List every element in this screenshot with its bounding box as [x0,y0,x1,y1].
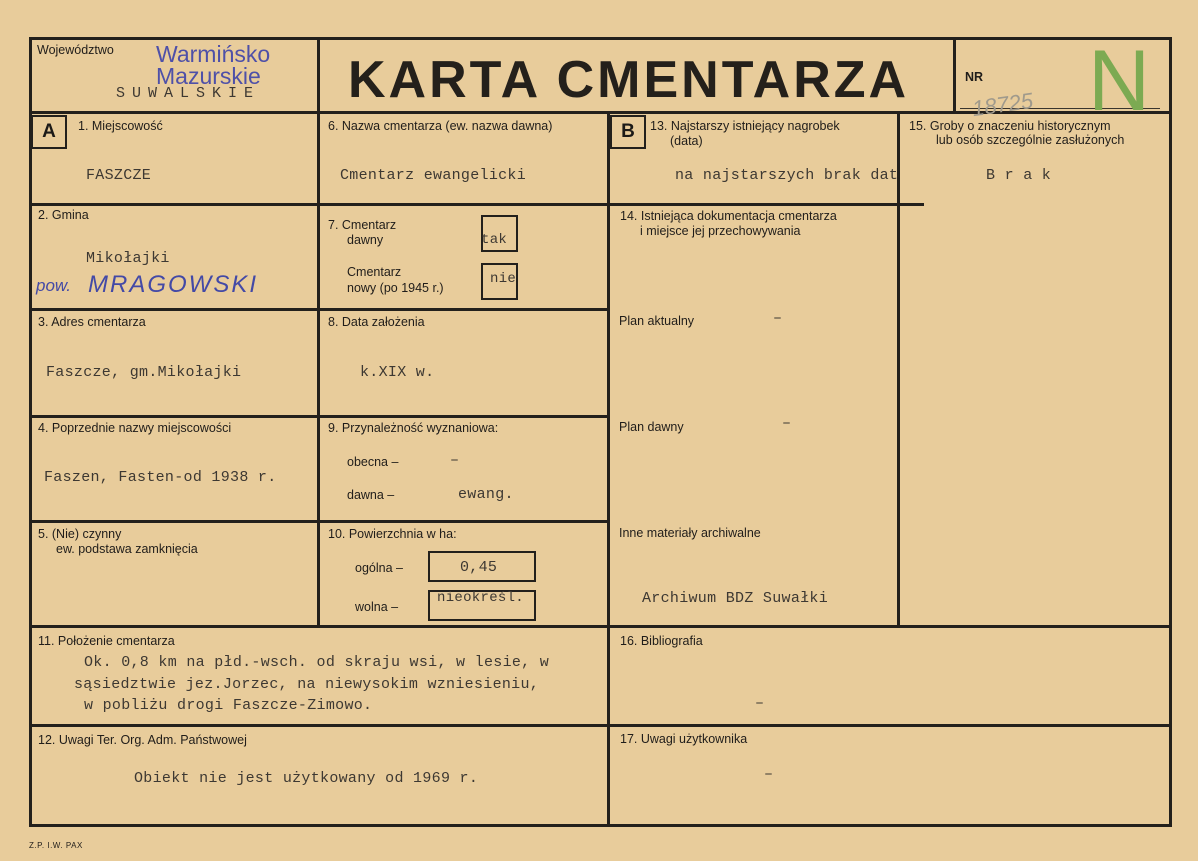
field-11-line3: w pobliżu drogi Faszcze-Zimowo. [84,697,373,714]
row-divider-3 [29,415,610,418]
section-a-marker: A [31,115,67,149]
printer-mark: Z.P. I.W. PAX [29,841,83,850]
field-2-value: Mikołajki [86,250,170,267]
row-divider-4 [29,520,610,523]
field-15-value: B r a k [986,167,1052,184]
field-6-label: 6. Nazwa cmentarza (ew. nazwa dawna) [328,119,553,133]
field-12-value: Obiekt nie jest użytkowany od 1969 r. [134,770,479,787]
plan-aktualny-label: Plan aktualny [619,314,695,328]
field-3-label: 3. Adres cmentarza [38,315,146,329]
col-divider-1 [317,111,320,627]
field-5-label-line1: 5. (Nie) czynny [38,527,122,541]
field-14-label-line2: i miejsce jej przechowywania [640,224,801,238]
plan-aktualny-value: – [773,310,783,327]
field-10-label: 10. Powierzchnia w ha: [328,527,457,541]
field-13-value: na najstarszych brak dat [675,167,899,184]
field-13-label-line1: 13. Najstarszy istniejący nagrobek [650,119,840,133]
field-15-label-line2: lub osób szczególnie zasłużonych [936,133,1125,147]
field-10-ogolna-value: 0,45 [460,559,498,576]
field-4-label: 4. Poprzednie nazwy miejscowości [38,421,232,435]
header-divider-v2 [953,37,956,113]
field-15-label-line1: 15. Groby o znaczeniu historycznym [909,119,1111,133]
field-1-value: FASZCZE [86,167,152,184]
row-divider-1 [29,203,924,206]
field-11-line1: Ok. 0,8 km na płd.-wsch. od skraju wsi, w lesie, w [84,654,550,671]
field-12-label: 12. Uwagi Ter. Org. Adm. Państwowej [38,733,247,747]
field-7-value-dawny: tak [481,232,508,248]
field-14-label-line1: 14. Istniejąca dokumentacja cmentarza [620,209,837,223]
field-2-pow-label: pow. [36,276,71,295]
category-mark: N [1088,33,1151,129]
row-divider-2 [29,308,610,311]
field-9-obecna-label: obecna – [347,455,399,469]
row-divider-5 [29,625,1172,628]
plan-dawny-label: Plan dawny [619,420,684,434]
field-17-label: 17. Uwagi użytkownika [620,732,748,746]
inne-materialy-label: Inne materiały archiwalne [619,526,761,540]
col-divider-2 [607,111,610,827]
field-7-label-b2: nowy (po 1945 r.) [347,281,444,295]
field-16-label: 16. Bibliografia [620,634,703,648]
field-6-value: Cmentarz ewangelicki [340,167,527,184]
nr-value: 18725 [970,87,1035,122]
field-9-dawna-label: dawna – [347,488,395,502]
header-divider-v1 [317,37,320,113]
frame-top [29,37,1172,40]
plan-dawny-value: – [782,415,792,432]
field-8-value: k.XIX w. [360,364,435,381]
field-1-label: 1. Miejscowość [78,119,163,133]
field-13-label-line2: (data) [670,134,703,148]
field-7-value-nowy: nie [490,271,517,287]
field-4-value: Faszen, Fasten-od 1938 r. [44,469,277,486]
page-title: KARTA CMENTARZA [348,51,910,109]
field-7-label-a1: 7. Cmentarz [328,218,397,232]
field-9-dawna-value: ewang. [458,486,514,503]
field-7-label-b1: Cmentarz [347,265,402,279]
frame-right [1169,37,1172,827]
field-11-line2: sąsiedztwie jez.Jorzec, na niewysokim wzniesieniu, [74,676,540,693]
wojewodztwo-label: Województwo [37,43,114,57]
field-2-label: 2. Gmina [38,208,89,222]
col-divider-3 [897,111,900,627]
field-2-pow-value: MRAGOWSKI [88,271,259,298]
field-9-label: 9. Przynależność wyznaniowa: [328,421,499,435]
field-3-value: Faszcze, gm.Mikołajki [46,364,242,381]
typed-region: SUWALSKIE [116,85,261,102]
inne-materialy-value: Archiwum BDZ Suwałki [642,590,829,607]
field-10-wolna-label: wolna – [355,600,399,614]
field-5-label-line2: ew. podstawa zamknięcia [56,542,198,556]
nr-label: NR [965,70,984,84]
field-11-label: 11. Położenie cmentarza [38,634,175,648]
field-8-label: 8. Data założenia [328,315,425,329]
frame-bottom [29,824,1172,827]
field-16-value: – [755,695,765,712]
region-stamp-line1: Warmińsko [156,41,271,67]
frame-left [29,37,32,827]
region-stamp-line2: Mazurskie [156,63,261,89]
field-10-wolna-value: nieokreśl. [437,590,525,606]
section-b-marker: B [610,115,646,149]
field-17-value: – [764,766,774,783]
field-9-obecna-value: – [450,452,460,469]
row-divider-6 [29,724,1172,727]
field-10-ogolna-label: ogólna – [355,561,403,575]
field-7-label-a2: dawny [347,233,384,247]
